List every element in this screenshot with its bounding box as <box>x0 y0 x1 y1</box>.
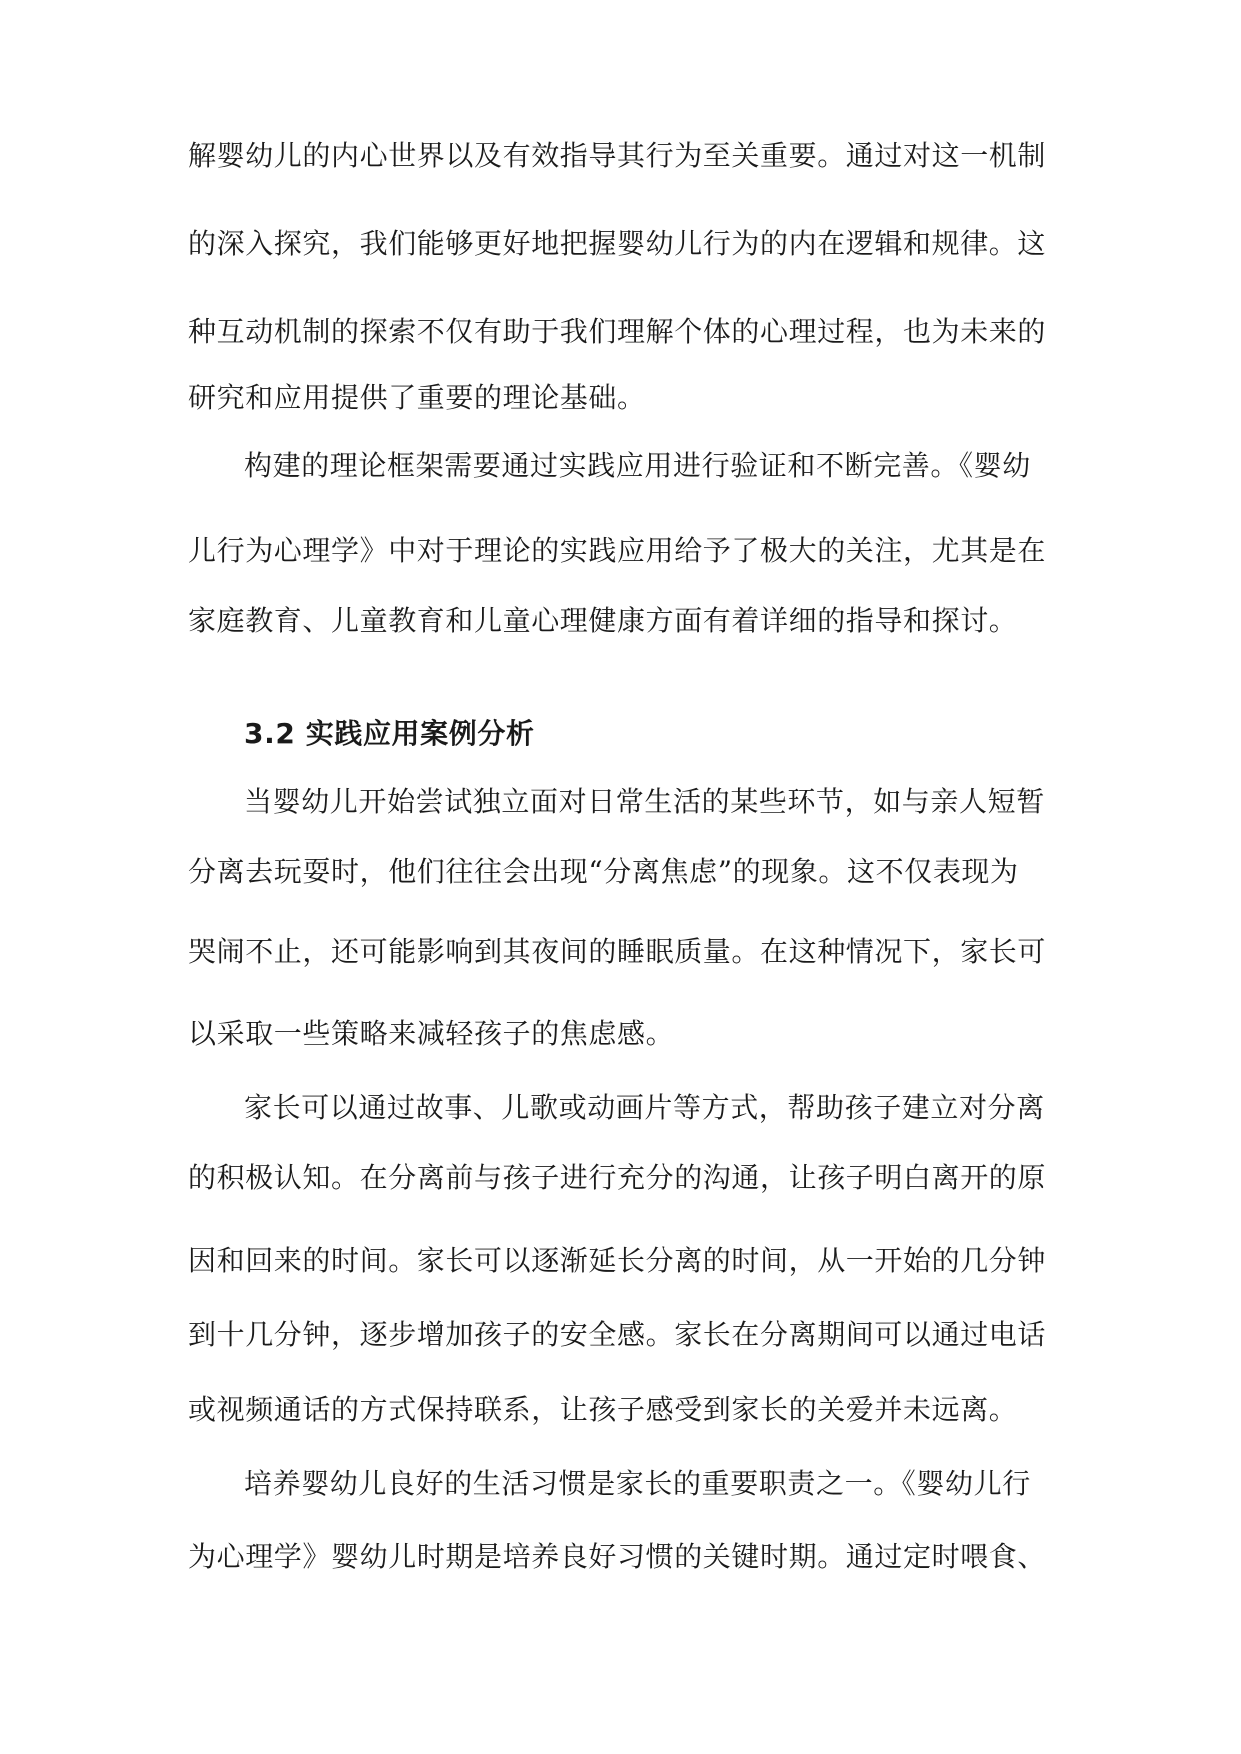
text-line: 家庭教育、儿童教育和儿童心理健康方面有着详细的指导和探讨。 <box>188 604 1018 637</box>
text-line: 或视频通话的方式保持联系，让孩子感受到家长的关爱并未远离。 <box>188 1393 1018 1426</box>
text-line: 的深入探究，我们能够更好地把握婴幼儿行为的内在逻辑和规律。这 <box>188 227 1047 260</box>
section-heading: 3.2 实践应用案例分析 <box>244 717 535 750</box>
text-line: 到十几分钟，逐步增加孩子的安全感。家长在分离期间可以通过电话 <box>188 1318 1047 1351</box>
text-line: 家长可以通过故事、儿歌或动画片等方式，帮助孩子建立对分离 <box>244 1091 1045 1124</box>
text-line: 分离去玩耍时，他们往往会出现“分离焦虑”的现象。这不仅表现为 <box>188 855 1019 888</box>
text-line: 哭闹不止，还可能影响到其夜间的睡眠质量。在这种情况下，家长可 <box>188 935 1047 968</box>
text-line: 研究和应用提供了重要的理论基础。 <box>188 381 646 414</box>
text-line: 种互动机制的探索不仅有助于我们理解个体的心理过程，也为未来的 <box>188 315 1047 348</box>
text-line: 儿行为心理学》中对于理论的实践应用给予了极大的关注，尤其是在 <box>188 534 1047 567</box>
text-line: 为心理学》婴幼儿时期是培养良好习惯的关键时期。通过定时喂食、 <box>188 1540 1047 1573</box>
text-line: 以采取一些策略来减轻孩子的焦虑感。 <box>188 1017 675 1050</box>
text-line: 培养婴幼儿良好的生活习惯是家长的重要职责之一。《婴幼儿行 <box>244 1467 1031 1500</box>
text-line: 当婴幼儿开始尝试独立面对日常生活的某些环节，如与亲人短暂 <box>244 785 1045 818</box>
text-line: 解婴幼儿的内心世界以及有效指导其行为至关重要。通过对这一机制 <box>188 139 1047 172</box>
text-line: 的积极认知。在分离前与孩子进行充分的沟通，让孩子明白离开的原 <box>188 1161 1047 1194</box>
text-line: 因和回来的时间。家长可以逐渐延长分离的时间，从一开始的几分钟 <box>188 1244 1047 1277</box>
text-line: 构建的理论框架需要通过实践应用进行验证和不断完善。《婴幼 <box>244 449 1031 482</box>
